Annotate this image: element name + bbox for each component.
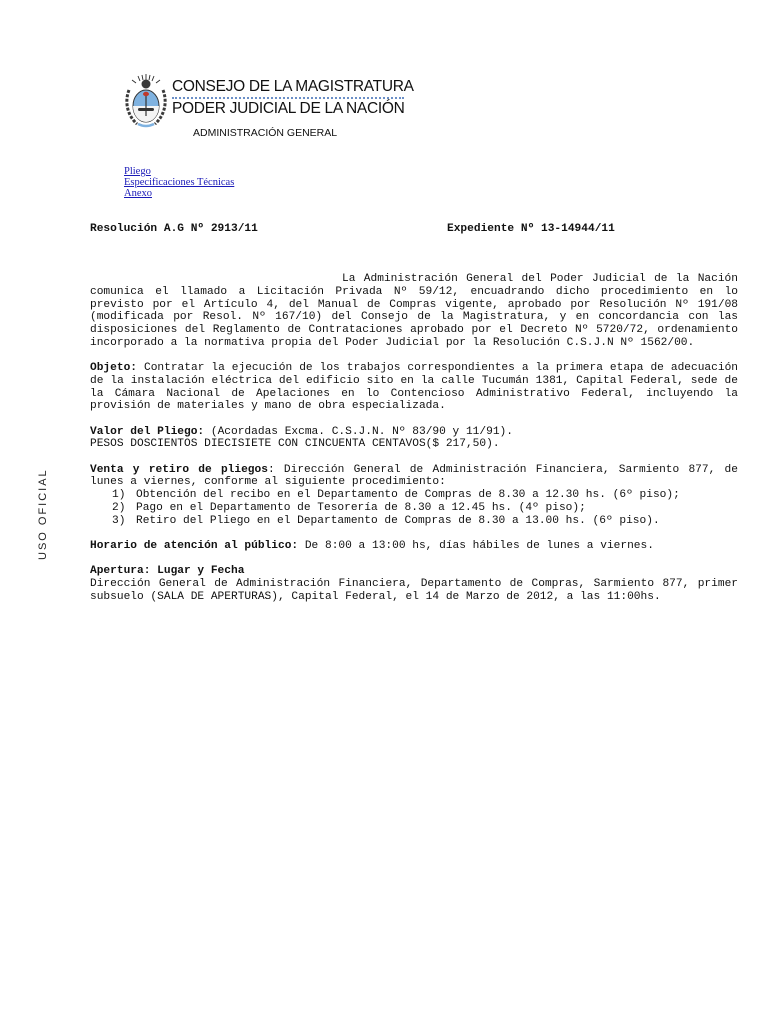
horario-paragraph xyxy=(90,540,738,553)
valor-text: (Acordadas Excma. C.S.J.N. Nº 83/90 y 11/91). xyxy=(204,425,513,438)
step-number: 3) xyxy=(112,514,126,527)
list-item xyxy=(90,515,738,528)
header-divider xyxy=(172,97,404,99)
venta-paragraph xyxy=(90,464,738,490)
venta-colon: : xyxy=(267,463,275,476)
apertura-label: Apertura: Lugar y Fecha xyxy=(90,565,245,577)
document-body xyxy=(90,273,738,603)
link-anexo[interactable]: Anexo xyxy=(124,188,152,199)
intro-paragraph: La Administración General del Poder Judicial de la Nación comunica el llamado a Licitación Privada Nº 59/12, encuadrando dicho procedimiento en lo previsto por el Artículo 4, del Manual de Compras vigente, aprobado por Resolución Nº 191/08 (modificada por Resol. Nº 167/10) del Consejo de la Magistratura, y en concordancia con las disposiciones del Reglamento de Contrataciones aprobado por el Decreto Nº 5720/72, ordenamiento incorporado a la normativa propia del Poder Judicial por la Resolución C.S.J.N Nº 1562/00. xyxy=(90,273,738,349)
horario-text: De 8:00 a 13:00 hs, días hábiles de lunes a viernes. xyxy=(298,539,654,552)
step-text: Pago en el Departamento de Tesorería de 8.30 a 12.45 hs. (4º piso); xyxy=(136,501,586,514)
venta-label: Venta y retiro de pliegos xyxy=(90,463,268,476)
org-department: ADMINISTRACIÓN GENERAL xyxy=(193,127,338,139)
list-item xyxy=(90,502,738,515)
objeto-text: Contratar la ejecución de los trabajos correspondientes a la primera etapa de adecuación de la instalación eléctrica del edificio sito en la calle Tucumán 1381, Capital Federal, sede de la Cámara Nacional de Apelaciones en lo Contencioso Administrativo Federal, incluyendo la provisión de materiales y mano de obra especializada. xyxy=(90,362,738,413)
step-number: 2) xyxy=(112,501,126,514)
argentine-coat-of-arms-icon xyxy=(123,72,169,128)
org-name-line1: CONSEJO DE LA MAGISTRATURA xyxy=(172,78,414,95)
valor-paragraph xyxy=(90,426,738,452)
valor-amount: PESOS DOSCIENTOS DIECISIETE CON CINCUENTA CENTAVOS($ 217,50). xyxy=(90,438,500,451)
link-especificaciones-tecnicas[interactable]: Especificaciones Técnicas xyxy=(124,177,235,188)
org-name-line2: PODER JUDICIAL DE LA NACIÓN xyxy=(172,100,405,117)
apertura-paragraph xyxy=(90,565,738,603)
resolucion-number: Resolución A.G Nº 2913/11 xyxy=(90,223,258,235)
expediente-number: Expediente Nº 13-14944/11 xyxy=(447,223,615,235)
step-text: Obtención del recibo en el Departamento de Compras de 8.30 a 12.30 hs. (6º piso); xyxy=(136,489,680,501)
list-item xyxy=(90,489,738,502)
venta-text: Dirección General de Administración Financiera, Sarmiento 877, de lunes a viernes, conforme al siguiente procedimiento: xyxy=(90,463,738,489)
document-links xyxy=(124,166,234,199)
link-pliego[interactable]: Pliego xyxy=(124,166,151,177)
uso-oficial-stamp: USO OFICIAL xyxy=(37,468,49,560)
step-number: 1) xyxy=(112,489,126,501)
venta-steps-list xyxy=(90,489,738,527)
objeto-paragraph xyxy=(90,362,738,413)
horario-label: Horario de atención al público: xyxy=(90,539,299,552)
apertura-text: Dirección General de Administración Financiera, Departamento de Compras, Sarmiento 877, primer subsuelo (SALA DE APERTURAS), Capital Federal, el 14 de Marzo de 2012, a las 11:00hs. xyxy=(90,577,738,603)
objeto-label: Objeto: xyxy=(90,362,137,374)
valor-label: Valor del Pliego: xyxy=(90,425,205,438)
step-text: Retiro del Pliego en el Departamento de Compras de 8.30 a 13.00 hs. (6º piso). xyxy=(136,514,660,527)
